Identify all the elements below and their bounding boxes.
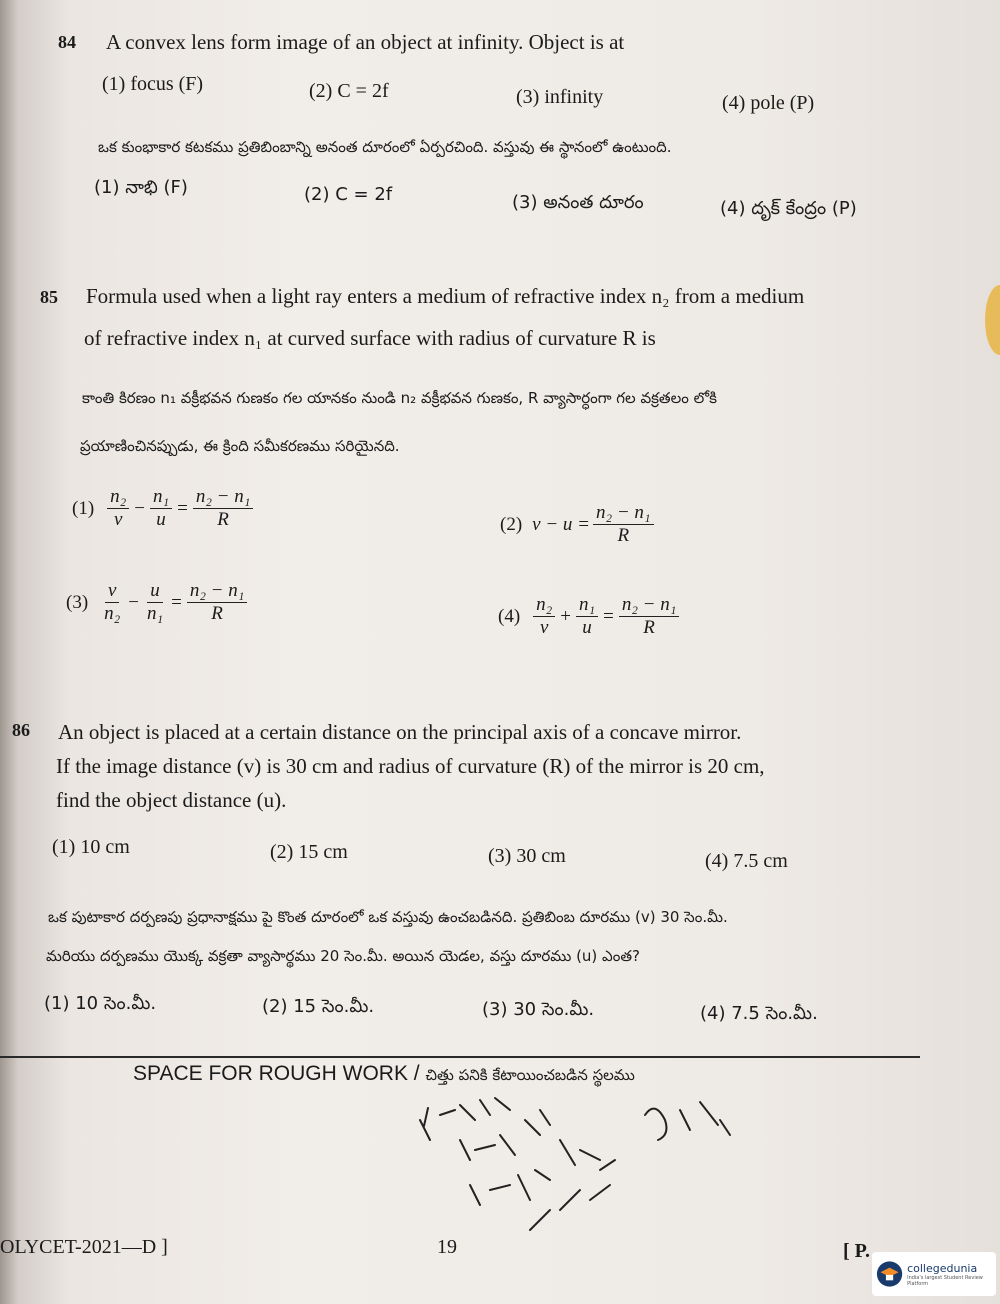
q85-opt3-equals: = — [171, 591, 182, 613]
q85-opt1-term1: $\frac{\text{n₂}}{v}$ — [107, 486, 129, 531]
q85-option-4 — [498, 594, 682, 639]
question-84-text-en: A convex lens form image of an object at infinity. Object is at — [106, 30, 625, 54]
question-85-number: 85 — [40, 287, 58, 307]
q85-option-2 — [500, 502, 657, 547]
q85-option-1 — [72, 486, 256, 531]
q86-option-2-te: (2) 15 సెం.మీ. — [262, 996, 375, 1017]
q85-option-3 — [66, 580, 250, 625]
q84-option-3-en: (3) infinity — [516, 86, 604, 108]
page-binding-shadow — [0, 0, 18, 1304]
q85-option-3-label: (3) — [66, 591, 89, 613]
question-84-number: 84 — [58, 32, 76, 52]
q85-option-1-label: (1) — [72, 497, 95, 519]
q85-opt3-operator: − — [128, 591, 139, 613]
q85-opt3-rhs: $\frac{\text{n₂ − n₁}}{R}$ — [187, 580, 248, 625]
q84-option-3-te: (3) అనంత దూరం — [512, 192, 644, 213]
question-85-text-en-line2: of refractive index n₁ at curved surface with radius of curvature R is — [84, 326, 656, 350]
watermark-brand: collegedunia — [907, 1261, 978, 1275]
question-86-text-te-line2: మరియు దర్పణము యొక్క వక్రతా వ్యాసార్థము 20 సెం.మీ. అయిన యెడల, వస్తు దూరము (u) ఎంత? — [46, 947, 640, 965]
handwritten-rough-work — [400, 1090, 760, 1250]
q84-option-4-en: (4) pole (P) — [722, 92, 815, 114]
q85-opt4-equals: = — [603, 605, 614, 627]
q85-option-4-label: (4) — [498, 605, 521, 627]
q85-opt1-operator: − — [134, 497, 145, 519]
question-85-text-te-line1: కాంతి కిరణం n₁ వక్రీభవన గుణకం గల యానకం నుండి n₂ వక్రీభవన గుణకం, R వ్యాసార్ధంగా గల వక్రతలం లోకి — [82, 389, 717, 407]
q85-opt2-rhs: $\frac{\text{n₂ − n₁}}{R}$ — [593, 502, 654, 547]
q86-option-4-en: (4) 7.5 cm — [705, 850, 788, 872]
question-85-text-en-line1: Formula used when a light ray enters a medium of refractive index n₂ from a medium — [86, 284, 805, 308]
rough-work-label-te: చిత్తు పనికి కేటాయించబడిన స్థలము — [425, 1066, 635, 1084]
q84-option-2-te: (2) C = 2f — [304, 184, 393, 205]
q85-option-2-label: (2) — [500, 513, 523, 535]
rough-work-label-en: SPACE FOR ROUGH WORK — [133, 1062, 408, 1085]
q86-option-1-te: (1) 10 సెం.మీ. — [44, 993, 157, 1014]
question-86-text-en-line3: find the object distance (u). — [56, 788, 287, 812]
rough-work-heading — [133, 1062, 635, 1088]
question-86-text-te-line1: ఒక పుటాకార దర్పణపు ప్రధానాక్షము పై కొంత దూరంలో ఒక వస్తువు ఉంచబడినది. ప్రతిబింబ దూరము (v) 30 సెం.మీ. — [48, 908, 728, 926]
q85-opt1-term2: $\frac{\text{n₁}}{u}$ — [150, 486, 172, 531]
q84-option-1-en: (1) focus (F) — [102, 73, 204, 95]
question-86-number: 86 — [12, 720, 30, 740]
question-85-text-te-line2: ప్రయాణించినప్పుడు, ఈ క్రింది సమీకరణము సరియైనది. — [80, 437, 400, 455]
q85-opt4-operator: + — [560, 605, 571, 627]
question-84-text-te: ఒక కుంభాకార కటకము ప్రతిబింబాన్ని అనంత దూరంలో ఏర్పరచింది. వస్తువు ఈ స్థానంలో ఉంటుంది. — [98, 138, 672, 156]
q85-opt1-rhs: $\frac{\text{n₂ − n₁}}{R}$ — [193, 486, 254, 531]
q84-option-1-te: (1) నాభి (F) — [94, 177, 188, 198]
graduation-cap-logo-icon — [876, 1259, 903, 1289]
q85-opt3-term1: $\frac{v}{\text{n₂}}$ — [104, 580, 121, 624]
q84-option-4-te: (4) దృక్ కేంద్రం (P) — [720, 198, 857, 219]
q85-opt4-term2: $\frac{\text{n₁}}{u}$ — [576, 594, 598, 639]
q86-option-3-en: (3) 30 cm — [488, 845, 566, 867]
footer-page-number: 19 — [437, 1236, 457, 1258]
question-86-text-en-line2: If the image distance (v) is 30 cm and radius of curvature (R) of the mirror is 20 cm, — [56, 754, 765, 778]
watermark-tagline: India's largest Student Review Platform — [907, 1274, 983, 1287]
q85-opt2-lhs: v − u = — [532, 513, 590, 535]
q85-opt4-rhs: $\frac{\text{n₂ − n₁}}{R}$ — [619, 594, 680, 639]
collegedunia-watermark — [872, 1252, 996, 1296]
rough-work-separator: / — [407, 1062, 426, 1085]
question-86-text-en-line1: An object is placed at a certain distance on the principal axis of a concave mirror. — [58, 720, 742, 744]
q85-opt1-equals: = — [177, 497, 188, 519]
footer-page-turn-mark: [ P. — [843, 1240, 871, 1262]
page-edge-sticker — [985, 285, 1000, 355]
q86-option-4-te: (4) 7.5 సెం.మీ. — [700, 1003, 818, 1024]
q85-opt3-term2: $\frac{u}{\text{n₁}}$ — [146, 580, 164, 624]
q86-option-1-en: (1) 10 cm — [52, 836, 130, 858]
rough-work-divider — [0, 1056, 920, 1058]
q86-option-3-te: (3) 30 సెం.మీ. — [482, 999, 595, 1020]
q85-opt4-term1: $\frac{\text{n₂}}{v}$ — [533, 594, 555, 639]
footer-exam-code: OLYCET-2021—D ] — [0, 1236, 168, 1258]
q86-option-2-en: (2) 15 cm — [270, 841, 348, 863]
q84-option-2-en: (2) C = 2f — [309, 80, 389, 102]
